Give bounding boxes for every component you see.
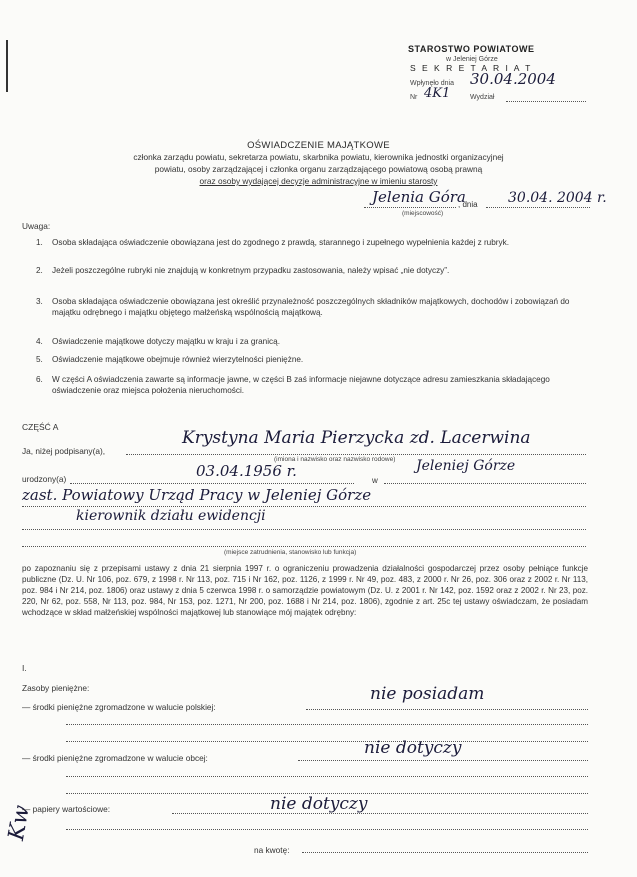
place-value: Jelenia Góra bbox=[372, 188, 466, 206]
place-caption: (miejscowość) bbox=[402, 210, 444, 217]
born-place: Jeleniej Górze bbox=[416, 458, 516, 474]
place-date-label: , dnia bbox=[458, 200, 478, 209]
securities-label: — papiery wartościowe: bbox=[22, 804, 111, 814]
employment-caption: (miejsce zatrudnienia, stanowisko lub funkcja) bbox=[224, 549, 357, 556]
margin-initials: Kw bbox=[4, 803, 35, 843]
legal-basis-text: po zapoznaniu się z przepisami ustawy z dnia 21 sierpnia 1997 r. o ograniczeniu prowadzenia działalności gospodarczej przez osoby pełniące funkcje publiczne (Dz. U. Nr 106, poz. 679, z 1998 r. Nr 113, poz. 715 i Nr 162, poz. 1126, z 1999 r. Nr 49, poz. 483, z 2000 r. Nr 26, poz. 306 oraz z 2002 r. Nr 113, poz. 984 i Nr 214, poz. 1806) oraz ustawy z dnia 5 czerwca 1998 r. o samorządzie powiatowym (Dz. U. z 2001 r. Nr 142, poz. 1592 oraz z 2002 r. Nr 23, poz. 220, Nr 62, poz. 558, Nr 113, poz. 984, Nr 153, poz. 1271, Nr 200, poz. 1688 i Nr 214, poz. 1806), zgodnie z art. 25c tej ustawy oświadczam, że posiadam wchodzące w skład małżeńskiej wspólności majątkowej lub stanowiące mój majątek odrębny: bbox=[22, 564, 588, 618]
cash-foreign-value: nie dotyczy bbox=[364, 738, 462, 758]
stamp-sent-label: Wydział bbox=[470, 94, 495, 101]
stamp-no-value: 4K1 bbox=[424, 86, 451, 101]
margin-bracket bbox=[6, 40, 8, 92]
cash-pln-value: nie posiadam bbox=[370, 684, 485, 704]
cash-foreign-label: — środki pieniężne zgromadzone w walucie obcej: bbox=[22, 753, 208, 763]
cash-pln-label: — środki pieniężne zgromadzone w walucie polskiej: bbox=[22, 702, 216, 712]
name-caption: (imiona i nazwisko oraz nazwisko rodowe) bbox=[274, 456, 396, 463]
section-1-heading: Zasoby pieniężne: bbox=[22, 683, 90, 693]
stamp-received-date: 30.04.2004 bbox=[470, 70, 556, 88]
date-value: 30.04. 2004 r. bbox=[508, 190, 607, 206]
registry-stamp bbox=[400, 44, 600, 108]
stamp-office: STAROSTWO POWIATOWE bbox=[408, 44, 535, 54]
employment-line-2: kierownik działu ewidencji bbox=[76, 508, 266, 524]
amount-label: na kwotę: bbox=[254, 845, 290, 855]
notes-heading: Uwaga: bbox=[22, 221, 51, 231]
born-date: 03.04.1956 r. bbox=[196, 462, 297, 480]
document-title: OŚWIADCZENIE MAJĄTKOWE bbox=[247, 140, 390, 151]
stamp-office-city: w Jeleniej Górze bbox=[446, 56, 498, 63]
declarant-name: Krystyna Maria Pierzycka zd. Lacerwina bbox=[182, 428, 531, 448]
securities-value: nie dotyczy bbox=[270, 794, 368, 814]
stamp-received-label: Wpłynęło dnia bbox=[410, 80, 454, 87]
born-label: urodzony(a) bbox=[22, 474, 67, 484]
employment-line-1: zast. Powiatowy Urząd Pracy w Jeleniej Górze bbox=[22, 486, 372, 504]
stamp-no-label: Nr bbox=[410, 94, 418, 101]
stamp-secretariat: S E K R E T A R I A T bbox=[410, 63, 533, 73]
signed-label: Ja, niżej podpisany(a), bbox=[22, 446, 106, 456]
part-a-heading: CZĘŚĆ A bbox=[22, 422, 59, 432]
document-subtitle-1: członka zarządu powiatu, sekretarza powiatu, skarbnika powiatu, kierownika jednostki organizacyjnej bbox=[133, 152, 504, 162]
born-in-label: w bbox=[372, 476, 378, 485]
document-subtitle-3: oraz osoby wydającej decyzje administracyjne w imieniu starosty bbox=[199, 176, 438, 186]
document-subtitle-2: powiatu, osoby zarządzającej i członka organu zarządzającego powiatową osobą prawną bbox=[154, 164, 483, 174]
section-1-roman: I. bbox=[22, 663, 27, 673]
